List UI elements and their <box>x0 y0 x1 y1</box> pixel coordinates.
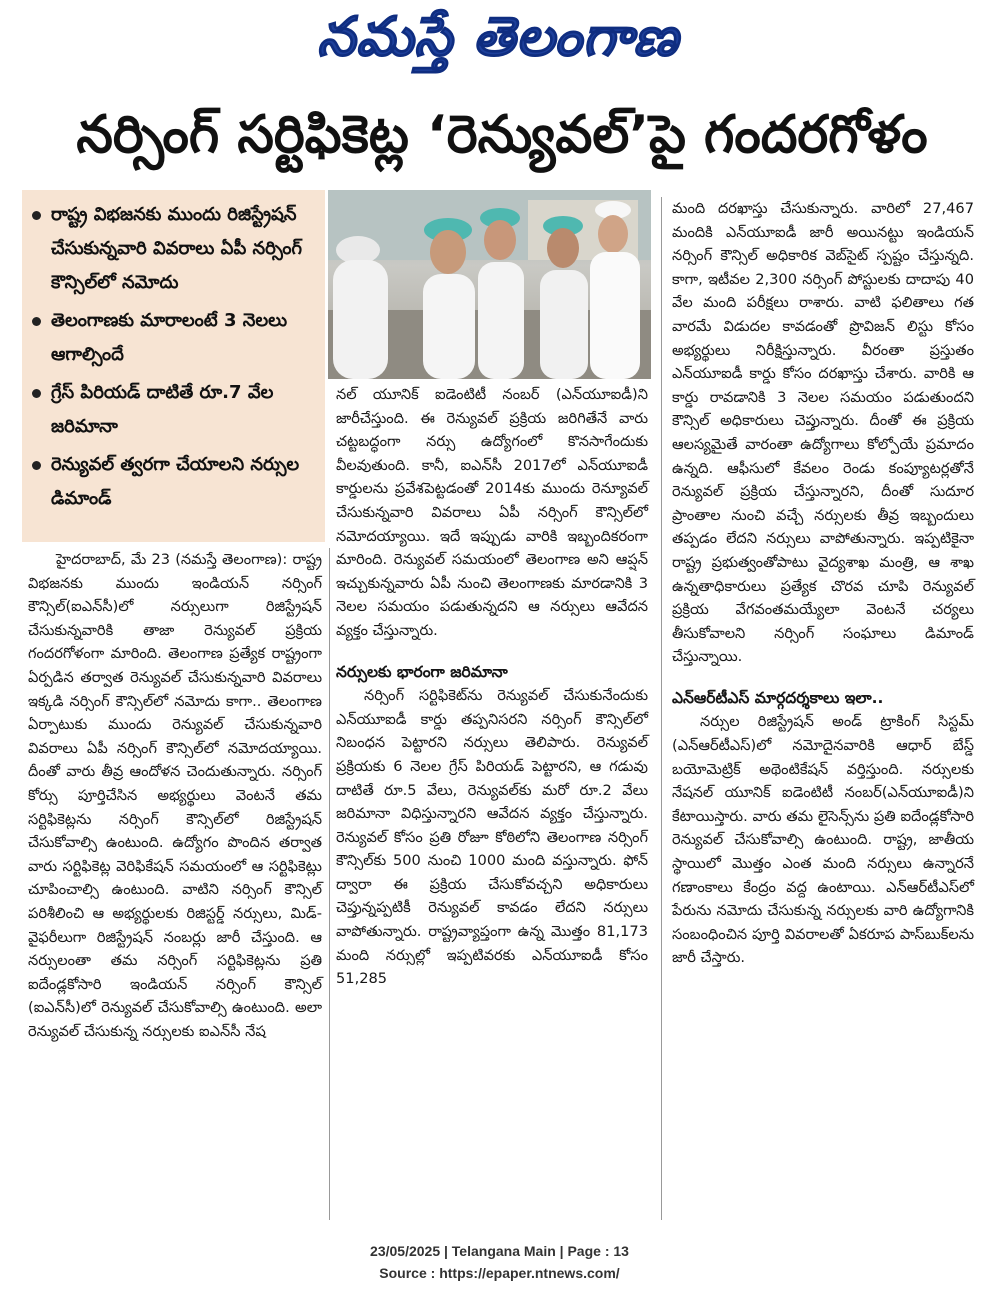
article-paragraph: మంది దరఖాస్తు చేసుకున్నారు. వారిలో 27,467 మందికి ఎన్‌యూఐడీ జారీ అయినట్టు ఇండియన్ నర్సింగ్ కౌన్సిల్ అధికారిక వెబ్‌సైట్ స్పష్టం చేస్తున్నది. కాగా, ఇటీవల 2,300 నర్సింగ్ పోస్టులకు దాదాపు 40 వేల మంది పరీక్షలు రాశారు. వాటి ఫలితాలు గత వారమే విడుదల కావడంతో ప్రొవిజన్ లిస్టు కోసం అభ్యర్థులు నిరీక్షిస్తున్నారు. వీరంతా ప్రస్తుతం ఎన్‌యూఐడీ కార్డు కోసం దరఖాస్తు చేశారు. వారికి ఆ కార్డు రావడానికి 3 నెలల సమయం పడుతుందని కౌన్సిల్ అధికారులు చెప్తున్నారు. దీంతో ఈ ప్రక్రియ ఆలస్యమైతే వారంతా ఉద్యోగాలు కోల్పోయే ప్రమాదం ఉన్నది. ఆఫీసులో కేవలం రెండు కంప్యూటర్లతోనే రెన్యువల్ ప్రక్రియ చేస్తున్నారని, దీంతో సుదూర ప్రాంతాల నుంచి వచ్చే నర్సులకు తీవ్ర ఇబ్బందులు తప్పడం లేదని నర్సులు వాపోతున్నారు. ఇప్పటికైనా రాష్ట్ర ప్రభుత్వంతోపాటు వైద్యశాఖ మంత్రి, ఆ శాఖ ఉన్నతాధికారులు ప్రత్యేక చొరవ చూపి రెన్యువల్ ప్రక్రియ వేగవంతమయ్యేలా వెంటనే చర్యలు తీసుకోవాలని నర్సింగ్ సంఘాలు డిమాండ్ చేస్తున్నాయి. <box>672 200 974 666</box>
headline: నర్సింగ్ సర్టిఫికెట్ల ‘రెన్యువల్’పై గందరగోళం <box>76 105 928 165</box>
highlight-item <box>32 304 317 372</box>
masthead-logo <box>298 6 698 80</box>
bullet-icon <box>32 461 41 470</box>
page-footer <box>0 1240 999 1284</box>
highlight-item <box>32 448 317 516</box>
bullet-icon <box>32 389 41 398</box>
column-divider <box>329 548 330 1220</box>
masthead-title: నమస్తే తెలంగాణ <box>317 4 679 68</box>
footer-date-page: 23/05/2025 | Telangana Main | Page : 13 <box>370 1243 629 1259</box>
highlight-text: గ్రేస్ పిరియడ్ దాటితే రూ.7 వేల జరిమానా <box>51 382 274 437</box>
article-paragraph: నర్సింగ్ సర్టిఫికెట్‌ను రెన్యువల్ చేసుకునేందుకు ఎన్‌యూఐడీ కార్డు తప్పనిసరని నర్సింగ్ కౌన్సిల్‌లో నిబంధన పెట్టారని నర్సులు తెలిపారు. రెన్యువల్ ప్రక్రియకు 6 నెలల గ్రేస్ పిరియడ్ పెట్టారని, ఆ గడువు దాటితే రూ.5 వేలు, రెన్యువల్‌కు మరో రూ.2 వేలు జరిమానా విధిస్తున్నారని ఆవేదన వ్యక్తం చేస్తున్నారు. రెన్యువల్ కోసం ప్రతి రోజూ కోఠిలోని తెలంగాణ నర్సింగ్ కౌన్సిల్‌కు 500 నుంచి 1000 మంది వస్తున్నారు. ఫోన్ ద్వారా ఈ ప్రక్రియ చేసుకోవచ్చని అధికారులు చెప్తున్నప్పటికీ రెన్యువల్ కావడం లేదని నర్సులు వాపోతున్నారు. రాష్ట్రవ్యాప్తంగా ఉన్న మొత్తం 81,173 మంది నర్సుల్లో ఇప్పటివరకు ఎన్‌యూఐడీ కోసం 51,285 <box>336 687 648 988</box>
highlight-item <box>32 198 317 300</box>
section-subheading: నర్సులకు భారంగా జరిమానా <box>336 662 508 681</box>
article-column-right <box>672 197 974 970</box>
article-column-middle <box>336 383 648 991</box>
bullet-icon <box>32 211 41 220</box>
bullet-icon <box>32 317 41 326</box>
footer-source: Source : https://epaper.ntnews.com/ <box>379 1265 620 1281</box>
column-divider <box>661 197 662 1220</box>
highlight-text: రెన్యువల్ త్వరగా చేయాలని నర్సుల డిమాండ్ <box>51 454 300 509</box>
highlight-item <box>32 376 317 444</box>
article-paragraph: నర్సుల రిజిస్ట్రేషన్ అండ్ ట్రాకింగ్ సిస్టమ్ (ఎన్ఆర్‌టీఎస్)లో నమోదైనవారికి ఆధార్ బేస్డ్ బయోమెట్రిక్ అథెంటికేషన్ వర్తిస్తుంది. నర్సులకు నేషనల్ యూనిక్ ఐడెంటిటీ నంబర్(ఎన్‌యూఐడీ)ని కేటాయిస్తారు. వారు తమ లైసెన్స్‌ను ప్రతి ఐదేండ్లకోసారి రెన్యువల్ చేసుకోవాల్సి ఉంటుంది. రాష్ట్ర, జాతీయ స్థాయిలో మొత్తం ఎంత మంది నర్సులు ఉన్నారనే గణాంకాలు కేంద్రం వద్ద ఉంటాయి. ఎన్ఆర్‌టీఎస్‌లో పేరును నమోదు చేసుకున్న నర్సులకు వారి ఉద్యోగానికి సంబంధించిన పూర్తి వివరాలతో ఏకరూప పాస్‌బుక్‌లను జారీ చేస్తారు. <box>672 713 974 967</box>
article-column-left <box>28 548 322 1043</box>
nurses-illustration <box>328 190 651 379</box>
article-paragraph: నల్ యూనిక్ ఐడెంటిటీ నంబర్ (ఎన్‌యూఐడీ)ని జారీచేస్తుంది. ఈ రెన్యువల్ ప్రక్రియ జరిగితేనే వారు చట్టబద్ధంగా నర్సు ఉద్యోగంలో కొనసాగేందుకు వీలవుతుంది. కానీ, ఐఎన్‌సీ 2017లో ఎన్‌యూఐడీ కార్డులను ప్రవేశపెట్టడంతో 2014కు ముందు రెన్యూవల్ చేసుకున్నవారి వివరాలు ఏపీ నర్సింగ్ కౌన్సిల్‌లో నమోదయ్యాయి. ఇదే ఇప్పుడు వారికి ఇబ్బందికరంగా మారింది. రెన్యువల్ సమయంలో తెలంగాణ అని ఆప్షన్ ఇచ్చుకున్నవారు ఏపీ నుంచి తెలంగాణకు మారడానికి 3 నెలల సమయం పడుతున్నదని ఆ నర్సులు ఆవేదన వ్యక్తం చేస్తున్నారు. <box>336 386 648 639</box>
article-paragraph: హైదరాబాద్, మే 23 (నమస్తే తెలంగాణ): రాష్ట్ర విభజనకు ముందు ఇండియన్ నర్సింగ్ కౌన్సిల్(ఐఎన్‌సీ)లో నర్సులుగా రిజిస్ట్రేషన్ చేసుకున్నవారికి తాజా రెన్యువల్ ప్రక్రియ గందరగోళంగా మారింది. తెలంగాణ ప్రత్యేక రాష్ట్రంగా ఏర్పడిన తర్వాత రెన్యువల్ చేసుకున్నవారి వివరాలు ఇక్కడి నర్సింగ్ కౌన్సిల్‌లో నమోదు కాగా.. తెలంగాణ ఏర్పాటుకు ముందు రెన్యువల్ చేసుకున్నవారి వివరాలు ఏపీ నర్సింగ్ కౌన్సిల్‌లో నమోదయ్యాయి. దీంతో వారు తీవ్ర ఆందోళన చెందుతున్నారు. నర్సింగ్ కోర్సు పూర్తిచేసిన అభ్యర్థులు వెంటనే తమ సర్టిఫికెట్లను నర్సింగ్ కౌన్సిల్‌లో రిజిస్ట్రేషన్ చేసుకోవాల్సి ఉంటుంది. ఉద్యోగం పొందిన తర్వాత వారు సర్టిఫికెట్ల వెరిఫికేషన్ సమయంలో ఆ సర్టిఫికెట్లు చూపించాల్సి ఉంటుంది. వాటిని నర్సింగ్ కౌన్సిల్ పరిశీలించి ఆ అభ్యర్థులకు రిజిస్టర్డ్ నర్సులు, మిడ్-వైఫరీలుగా రిజిస్ట్రేషన్ నంబర్లు జారీ చేస్తుంది. ఆ నర్సులంతా తమ నర్సింగ్ సర్టిఫికెట్లను ప్రతి ఐదేండ్లకోసారి ఇండియన్ నర్సింగ్ కౌన్సిల్ (ఐఎన్‌సీ)లో రెన్యువల్ చేసుకోవాల్సి ఉంటుంది. అలా రెన్యువల్ చేసుకున్న నర్సులకు ఐఎన్‌సీ నేష <box>28 551 322 1040</box>
section-subheading: ఎన్ఆర్‌టీఎస్ మార్గదర్శకాలు ఇలా.. <box>672 688 884 707</box>
highlights-box <box>22 190 325 542</box>
highlight-text: తెలంగాణకు మారాలంటే 3 నెలలు ఆగాల్సిందే <box>51 310 288 365</box>
nurses-photo <box>328 190 651 379</box>
highlight-text: రాష్ట్ర విభజనకు ముందు రిజిస్ట్రేషన్ చేసుకున్నవారి వివరాలు ఏపీ నర్సింగ్ కౌన్సిల్‌లో నమోదు <box>51 204 302 293</box>
